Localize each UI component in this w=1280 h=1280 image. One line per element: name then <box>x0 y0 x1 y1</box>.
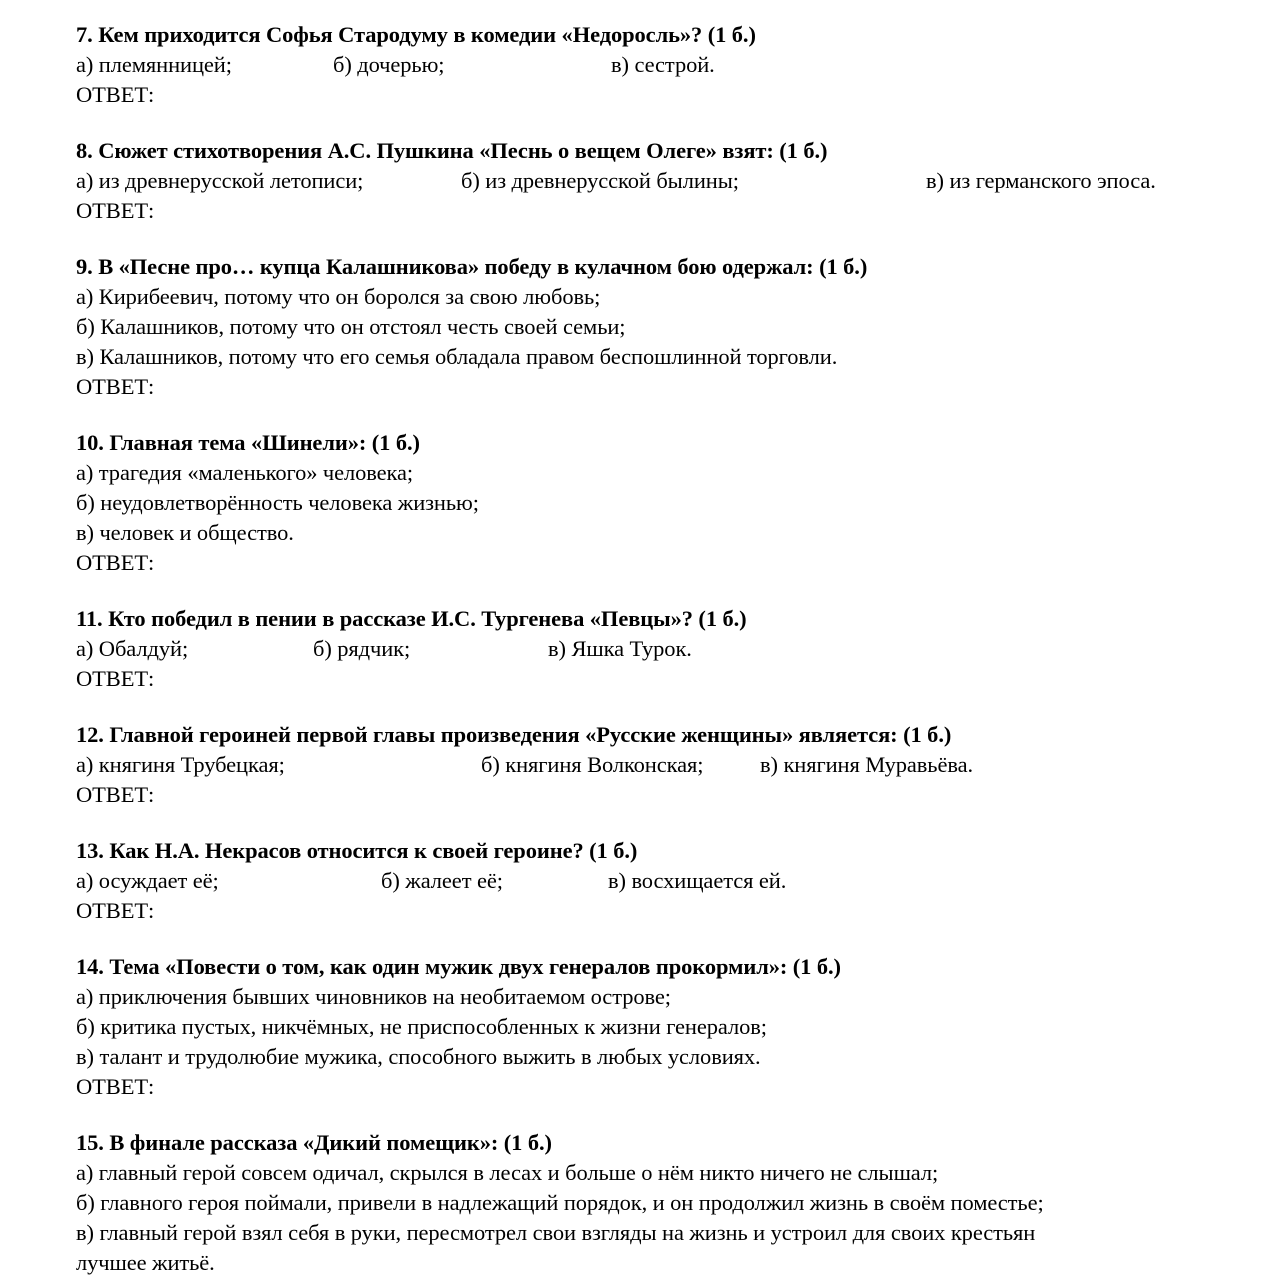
option-a[interactable]: а) Кирибеевич, потому что он боролся за свою любовь; <box>76 284 601 309</box>
option-v[interactable]: в) сестрой. <box>611 52 715 77</box>
question-block-10 <box>76 428 1220 578</box>
option-b[interactable]: б) Калашников, потому что он отстоял честь своей семьи; <box>76 314 626 339</box>
question-options-row <box>76 634 1220 664</box>
option-a[interactable]: а) трагедия «маленького» человека; <box>76 460 414 485</box>
option-b[interactable]: б) рядчик; <box>313 636 411 661</box>
question-title: 12. Главной героиней первой главы произведения «Русские женщины» является: (1 б.) <box>76 722 952 747</box>
option-v[interactable]: в) Яшка Турок. <box>548 636 692 661</box>
option-v[interactable]: в) Калашников, потому что его семья обладала правом беспошлинной торговли. <box>76 344 838 369</box>
question-block-11 <box>76 604 1220 694</box>
question-title: 7. Кем приходится Софья Стародуму в комедии «Недоросль»? (1 б.) <box>76 22 756 47</box>
question-block-9 <box>76 252 1220 402</box>
option-a[interactable]: а) из древнерусской летописи; <box>76 168 364 193</box>
option-a[interactable]: а) княгиня Трубецкая; <box>76 752 285 777</box>
answer-label: ОТВЕТ: <box>76 898 155 923</box>
question-block-7 <box>76 20 1220 110</box>
option-v-continuation[interactable]: лучшее житьё. <box>76 1250 215 1275</box>
option-a[interactable]: а) Обалдуй; <box>76 636 189 661</box>
option-v[interactable]: в) восхищается ей. <box>608 868 787 893</box>
question-title: 13. Как Н.А. Некрасов относится к своей героине? (1 б.) <box>76 838 638 863</box>
question-block-14 <box>76 952 1220 1102</box>
question-block-12 <box>76 720 1220 810</box>
question-title: 15. В финале рассказа «Дикий помещик»: (1 б.) <box>76 1130 552 1155</box>
question-options-row <box>76 750 1220 780</box>
answer-label: ОТВЕТ: <box>76 666 155 691</box>
option-v[interactable]: в) талант и трудолюбие мужика, способного выжить в любых условиях. <box>76 1044 761 1069</box>
question-title: 10. Главная тема «Шинели»: (1 б.) <box>76 430 420 455</box>
question-title: 11. Кто победил в пении в рассказе И.С. Тургенева «Певцы»? (1 б.) <box>76 606 747 631</box>
question-block-8 <box>76 136 1220 226</box>
option-v[interactable]: в) главный герой взял себя в руки, пересмотрел свои взгляды на жизнь и устроил для своих крестьян <box>76 1220 1036 1245</box>
option-a[interactable]: а) осуждает её; <box>76 868 219 893</box>
question-options-row <box>76 166 1220 196</box>
answer-label: ОТВЕТ: <box>76 782 155 807</box>
option-v[interactable]: в) из германского эпоса. <box>926 168 1156 193</box>
option-b[interactable]: б) жалеет её; <box>381 868 503 893</box>
option-v[interactable]: в) человек и общество. <box>76 520 294 545</box>
question-title: 8. Сюжет стихотворения А.С. Пушкина «Песнь о вещем Олеге» взят: (1 б.) <box>76 138 828 163</box>
option-b[interactable]: б) из древнерусской былины; <box>461 168 739 193</box>
question-options-row <box>76 866 1220 896</box>
answer-label: ОТВЕТ: <box>76 82 155 107</box>
option-b[interactable]: б) неудовлетворённость человека жизнью; <box>76 490 479 515</box>
answer-label: ОТВЕТ: <box>76 1074 155 1099</box>
option-b[interactable]: б) главного героя поймали, привели в надлежащий порядок, и он продолжил жизнь в своём поместье; <box>76 1190 1044 1215</box>
question-block-15 <box>76 1128 1220 1278</box>
option-a[interactable]: а) главный герой совсем одичал, скрылся в лесах и больше о нём никто ничего не слышал; <box>76 1160 939 1185</box>
answer-label: ОТВЕТ: <box>76 550 155 575</box>
option-b[interactable]: б) княгиня Волконская; <box>481 752 704 777</box>
option-v[interactable]: в) княгиня Муравьёва. <box>760 752 973 777</box>
question-title: 9. В «Песне про… купца Калашникова» победу в кулачном бою одержал: (1 б.) <box>76 254 868 279</box>
option-a[interactable]: а) племянницей; <box>76 52 232 77</box>
option-b[interactable]: б) критика пустых, никчёмных, не приспособленных к жизни генералов; <box>76 1014 767 1039</box>
question-block-13 <box>76 836 1220 926</box>
option-b[interactable]: б) дочерью; <box>333 52 445 77</box>
answer-label: ОТВЕТ: <box>76 374 155 399</box>
question-title: 14. Тема «Повести о том, как один мужик двух генералов прокормил»: (1 б.) <box>76 954 841 979</box>
answer-label: ОТВЕТ: <box>76 198 155 223</box>
option-a[interactable]: а) приключения бывших чиновников на необитаемом острове; <box>76 984 671 1009</box>
question-options-row <box>76 50 1220 80</box>
